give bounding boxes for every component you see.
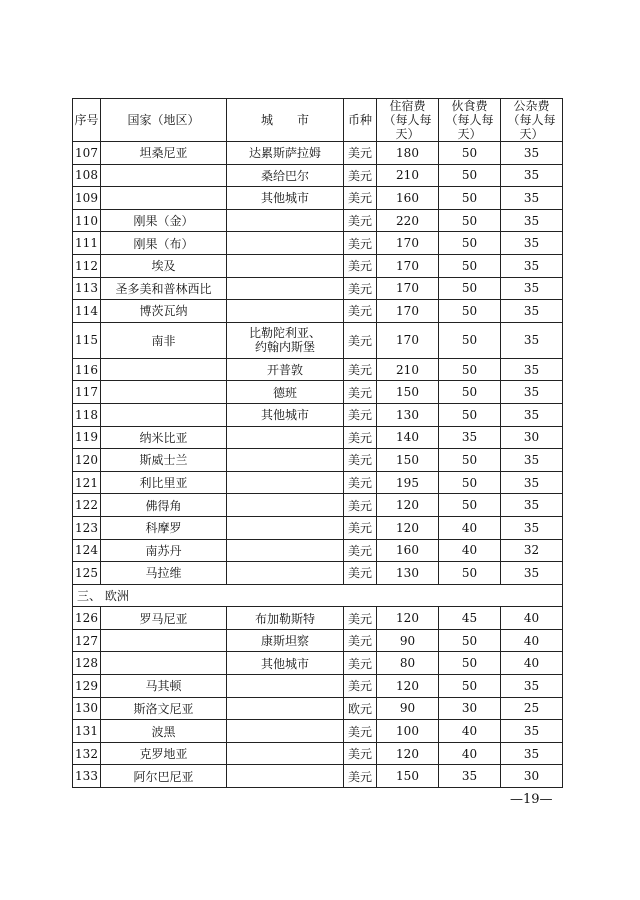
cell-city: 布加勒斯特	[227, 607, 344, 630]
cell-country: 圣多美和普林西比	[101, 277, 227, 300]
cell-currency: 美元	[344, 539, 377, 562]
cell-meals: 50	[439, 403, 501, 426]
cell-no: 119	[73, 426, 101, 449]
cell-meals: 35	[439, 765, 501, 788]
cell-country: 罗马尼亚	[101, 607, 227, 630]
cell-misc: 30	[501, 765, 563, 788]
cell-misc: 40	[501, 629, 563, 652]
cell-meals: 50	[439, 254, 501, 277]
header-city: 城 市	[227, 99, 344, 142]
cell-no: 110	[73, 209, 101, 232]
cell-misc: 35	[501, 142, 563, 165]
cell-lodging: 120	[377, 675, 439, 698]
cell-misc: 35	[501, 449, 563, 472]
cell-country	[101, 403, 227, 426]
cell-misc: 35	[501, 562, 563, 585]
table-row	[73, 254, 563, 277]
cell-currency: 美元	[344, 322, 377, 358]
cell-lodging: 120	[377, 742, 439, 765]
cell-no: 116	[73, 358, 101, 381]
cell-meals: 50	[439, 232, 501, 255]
section-row	[73, 584, 563, 607]
cell-misc: 35	[501, 516, 563, 539]
cell-meals: 50	[439, 629, 501, 652]
cell-lodging: 120	[377, 607, 439, 630]
cell-currency: 美元	[344, 426, 377, 449]
table-row	[73, 403, 563, 426]
cell-meals: 50	[439, 494, 501, 517]
cell-no: 126	[73, 607, 101, 630]
cell-lodging: 150	[377, 381, 439, 404]
cell-city: 其他城市	[227, 187, 344, 210]
cell-currency: 美元	[344, 187, 377, 210]
cell-no: 118	[73, 403, 101, 426]
table-row	[73, 300, 563, 323]
cell-country: 纳米比亚	[101, 426, 227, 449]
cell-misc: 35	[501, 232, 563, 255]
cell-meals: 50	[439, 209, 501, 232]
cell-lodging: 100	[377, 720, 439, 743]
cell-no: 107	[73, 142, 101, 165]
cell-country: 马其顿	[101, 675, 227, 698]
table-row	[73, 539, 563, 562]
cell-meals: 30	[439, 697, 501, 720]
cell-country: 南苏丹	[101, 539, 227, 562]
cell-misc: 35	[501, 209, 563, 232]
cell-lodging: 150	[377, 449, 439, 472]
table-row	[73, 471, 563, 494]
cell-country	[101, 629, 227, 652]
cell-city	[227, 516, 344, 539]
cell-lodging: 170	[377, 232, 439, 255]
table-row	[73, 358, 563, 381]
cell-city	[227, 720, 344, 743]
cell-no: 129	[73, 675, 101, 698]
page-number: —19—	[510, 792, 553, 807]
cell-lodging: 170	[377, 300, 439, 323]
cell-meals: 50	[439, 187, 501, 210]
cell-currency: 美元	[344, 232, 377, 255]
cell-no: 128	[73, 652, 101, 675]
cell-city	[227, 675, 344, 698]
cell-no: 133	[73, 765, 101, 788]
table-row	[73, 322, 563, 358]
cell-lodging: 90	[377, 629, 439, 652]
table-row	[73, 742, 563, 765]
cell-no: 131	[73, 720, 101, 743]
cell-city: 其他城市	[227, 403, 344, 426]
cell-country: 阿尔巴尼亚	[101, 765, 227, 788]
cell-misc: 35	[501, 187, 563, 210]
cell-misc: 35	[501, 254, 563, 277]
cell-country: 刚果（布）	[101, 232, 227, 255]
cell-country: 南非	[101, 322, 227, 358]
cell-lodging: 180	[377, 142, 439, 165]
cell-misc: 35	[501, 300, 563, 323]
header-misc: 公杂费 （每人每天）	[501, 99, 563, 142]
cell-city	[227, 742, 344, 765]
cell-city	[227, 449, 344, 472]
table-row	[73, 720, 563, 743]
cell-meals: 50	[439, 562, 501, 585]
table-row	[73, 675, 563, 698]
cell-misc: 35	[501, 471, 563, 494]
cell-country: 坦桑尼亚	[101, 142, 227, 165]
cell-city	[227, 209, 344, 232]
cell-country	[101, 652, 227, 675]
cell-city: 桑给巴尔	[227, 164, 344, 187]
cell-meals: 45	[439, 607, 501, 630]
header-meals: 伙食费 （每人每天）	[439, 99, 501, 142]
cell-country	[101, 381, 227, 404]
cell-city: 康斯坦察	[227, 629, 344, 652]
cell-city	[227, 426, 344, 449]
cell-country: 科摩罗	[101, 516, 227, 539]
cell-city: 比勒陀利亚、 约翰内斯堡	[227, 322, 344, 358]
cell-misc: 35	[501, 164, 563, 187]
cell-currency: 美元	[344, 675, 377, 698]
cell-misc: 35	[501, 358, 563, 381]
cell-currency: 美元	[344, 403, 377, 426]
cell-meals: 50	[439, 142, 501, 165]
cell-currency: 美元	[344, 449, 377, 472]
cell-city	[227, 300, 344, 323]
cell-meals: 50	[439, 381, 501, 404]
cell-misc: 35	[501, 742, 563, 765]
cell-meals: 50	[439, 300, 501, 323]
table-row	[73, 187, 563, 210]
cell-country: 佛得角	[101, 494, 227, 517]
table-row	[73, 652, 563, 675]
cell-no: 113	[73, 277, 101, 300]
cell-currency: 美元	[344, 652, 377, 675]
cell-lodging: 130	[377, 403, 439, 426]
table-row	[73, 277, 563, 300]
cell-country	[101, 358, 227, 381]
cell-country: 马拉维	[101, 562, 227, 585]
cell-misc: 35	[501, 381, 563, 404]
cell-currency: 美元	[344, 209, 377, 232]
cell-country: 埃及	[101, 254, 227, 277]
cell-lodging: 195	[377, 471, 439, 494]
cell-lodging: 140	[377, 426, 439, 449]
cell-city: 德班	[227, 381, 344, 404]
table-row	[73, 164, 563, 187]
cell-no: 115	[73, 322, 101, 358]
cell-country	[101, 164, 227, 187]
cell-currency: 美元	[344, 494, 377, 517]
cell-currency: 美元	[344, 142, 377, 165]
cell-misc: 35	[501, 720, 563, 743]
cell-no: 125	[73, 562, 101, 585]
cell-country: 斯洛文尼亚	[101, 697, 227, 720]
cell-no: 124	[73, 539, 101, 562]
cell-currency: 美元	[344, 254, 377, 277]
cell-meals: 50	[439, 277, 501, 300]
table-row	[73, 562, 563, 585]
cell-lodging: 170	[377, 322, 439, 358]
cell-no: 127	[73, 629, 101, 652]
cell-lodging: 170	[377, 277, 439, 300]
table-row	[73, 449, 563, 472]
cell-country: 斯威士兰	[101, 449, 227, 472]
cell-no: 117	[73, 381, 101, 404]
cell-lodging: 160	[377, 539, 439, 562]
cell-city: 其他城市	[227, 652, 344, 675]
cell-lodging: 160	[377, 187, 439, 210]
cell-lodging: 120	[377, 516, 439, 539]
cell-currency: 美元	[344, 562, 377, 585]
table-row	[73, 232, 563, 255]
header-currency: 币种	[344, 99, 377, 142]
cell-no: 112	[73, 254, 101, 277]
cell-currency: 美元	[344, 277, 377, 300]
table-header	[73, 99, 563, 142]
cell-no: 122	[73, 494, 101, 517]
cell-no: 121	[73, 471, 101, 494]
cell-city	[227, 471, 344, 494]
table-row	[73, 697, 563, 720]
cell-meals: 50	[439, 358, 501, 381]
cell-city	[227, 697, 344, 720]
cell-meals: 40	[439, 742, 501, 765]
section-label: 三、 欧洲	[73, 584, 563, 607]
cell-lodging: 150	[377, 765, 439, 788]
table-row	[73, 209, 563, 232]
cell-meals: 50	[439, 471, 501, 494]
cell-no: 108	[73, 164, 101, 187]
table-row	[73, 629, 563, 652]
cell-misc: 40	[501, 607, 563, 630]
cell-lodging: 170	[377, 254, 439, 277]
cell-country: 波黑	[101, 720, 227, 743]
cell-country: 博茨瓦纳	[101, 300, 227, 323]
cell-currency: 美元	[344, 629, 377, 652]
table-row	[73, 142, 563, 165]
cell-lodging: 220	[377, 209, 439, 232]
cell-misc: 25	[501, 697, 563, 720]
cell-meals: 50	[439, 164, 501, 187]
cell-lodging: 210	[377, 358, 439, 381]
cell-no: 130	[73, 697, 101, 720]
cell-lodging: 130	[377, 562, 439, 585]
cell-meals: 50	[439, 449, 501, 472]
cell-currency: 美元	[344, 381, 377, 404]
cell-misc: 40	[501, 652, 563, 675]
cell-no: 111	[73, 232, 101, 255]
cell-currency: 美元	[344, 516, 377, 539]
cell-no: 120	[73, 449, 101, 472]
cell-currency: 欧元	[344, 697, 377, 720]
cell-no: 114	[73, 300, 101, 323]
cell-city: 达累斯萨拉姆	[227, 142, 344, 165]
cell-meals: 50	[439, 675, 501, 698]
cell-meals: 35	[439, 426, 501, 449]
table-row	[73, 765, 563, 788]
cell-no: 109	[73, 187, 101, 210]
cell-currency: 美元	[344, 765, 377, 788]
cell-misc: 30	[501, 426, 563, 449]
table-row	[73, 494, 563, 517]
cell-currency: 美元	[344, 742, 377, 765]
cell-city	[227, 254, 344, 277]
header-row	[73, 99, 563, 142]
cell-city	[227, 539, 344, 562]
cell-meals: 40	[439, 539, 501, 562]
cell-lodging: 210	[377, 164, 439, 187]
cell-city	[227, 562, 344, 585]
cell-currency: 美元	[344, 471, 377, 494]
cell-meals: 50	[439, 652, 501, 675]
cell-meals: 40	[439, 516, 501, 539]
cell-country: 利比里亚	[101, 471, 227, 494]
cell-country: 刚果（金）	[101, 209, 227, 232]
cell-misc: 35	[501, 675, 563, 698]
cell-currency: 美元	[344, 358, 377, 381]
table-row	[73, 426, 563, 449]
cell-currency: 美元	[344, 164, 377, 187]
rates-table	[72, 98, 563, 788]
table-body	[73, 142, 563, 788]
cell-misc: 35	[501, 322, 563, 358]
cell-lodging: 120	[377, 494, 439, 517]
cell-country: 克罗地亚	[101, 742, 227, 765]
cell-misc: 35	[501, 494, 563, 517]
cell-misc: 35	[501, 403, 563, 426]
cell-no: 123	[73, 516, 101, 539]
table-row	[73, 381, 563, 404]
cell-currency: 美元	[344, 720, 377, 743]
cell-country	[101, 187, 227, 210]
cell-city	[227, 494, 344, 517]
cell-misc: 35	[501, 277, 563, 300]
cell-city	[227, 765, 344, 788]
cell-city: 开普敦	[227, 358, 344, 381]
table-row	[73, 516, 563, 539]
cell-misc: 32	[501, 539, 563, 562]
cell-meals: 40	[439, 720, 501, 743]
cell-meals: 50	[439, 322, 501, 358]
cell-city	[227, 232, 344, 255]
header-no: 序号	[73, 99, 101, 142]
cell-no: 132	[73, 742, 101, 765]
cell-currency: 美元	[344, 607, 377, 630]
cell-city	[227, 277, 344, 300]
header-lodging: 住宿费 （每人每天）	[377, 99, 439, 142]
cell-lodging: 80	[377, 652, 439, 675]
header-country: 国家（地区）	[101, 99, 227, 142]
cell-currency: 美元	[344, 300, 377, 323]
cell-lodging: 90	[377, 697, 439, 720]
table-row	[73, 607, 563, 630]
